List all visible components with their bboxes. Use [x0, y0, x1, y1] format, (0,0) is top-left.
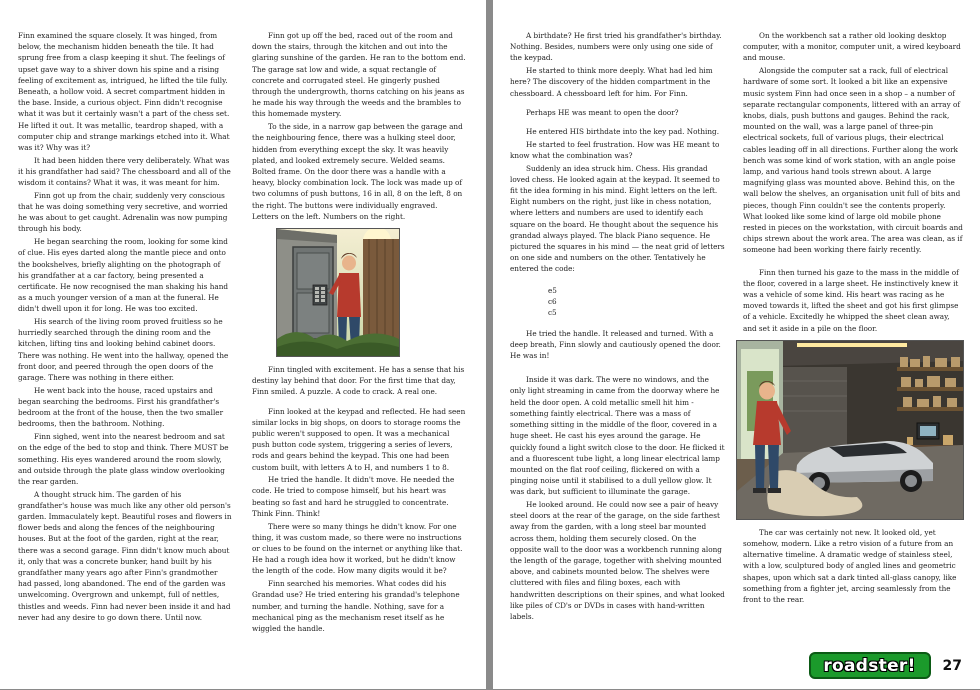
paragraph: He tried the handle. It released and turned. With a deep breath, Finn slowly and cautiously opened the door. He was in!	[510, 328, 721, 361]
paragraph: He looked around. He could now see a pair of heavy steel doors at the rear of the garage, on the side farthest away from the garden, with a long steel bar mounted across them, holding them securely closed. On the opposite wall to the door was a workbench running along the length of the garage, together with shelving mounted above, and cabinets mounted below. The shelves were cluttered with files and filing boxes, each with handwritten descriptions on their spines, and what looked like piles of CD's or DVDs in cases with hand-written labels.	[510, 500, 725, 622]
paragraph: To the side, in a narrow gap between the garage and the neighbouring fence, there was a hulking steel door, hidden from everything except the sky. It was heavily plated, and looked extremely secure. Welded seams. Bolted frame. On the door there was a handle with a heavy, blocky combination lock. The lock was made up of two columns of push buttons, 16 in all, 8 on the left, 8 on the right. The buttons were individually engraved. Letters on the left. Numbers on the right.	[252, 122, 463, 221]
left-page	[0, 0, 486, 689]
paragraph: On the workbench sat a rather old looking desktop computer, with a monitor, computer unit, a wired keyboard and mouse.	[743, 31, 961, 63]
page-footer	[809, 652, 962, 679]
paragraph: He went back into the house, raced upstairs and began searching the bedrooms. First his grandfather's bedroom at the front of the house, then the two smaller bedrooms, then the bathroom. Nothing.	[18, 385, 224, 429]
right-page	[493, 0, 980, 689]
paragraph: Finn sighed, went into the nearest bedroom and sat on the edge of the bed to stop and think. There MUST be something. His eyes wandered around the room slowly, and outside through the plate glass window overlooking the rear garden.	[18, 432, 229, 486]
paragraph: Finn got up off the bed, raced out of the room and down the stairs, through the kitchen and out into the glaring sunshine of the garden. He ran to the bottom end. The garage sat low and wide, a squat rectangle of concrete and corrugated steel. He gingerly pushed through the undergrowth, thorns catching on his jeans as he made his way through the weeds and the brambles to this homemade mystery.	[252, 31, 466, 119]
paragraph: Perhaps HE was meant to open the door?	[526, 107, 679, 117]
paragraph: He entered HIS birthdate into the key pad. Nothing.	[526, 126, 719, 136]
logo-wordmark: roadster!	[823, 655, 916, 676]
paragraph: Alongside the computer sat a rack, full of electrical hardware of some sort. It looked a bit like an expensive music system Finn had once seen in a shop – a number of separate rectangular components, littered with an array of knobs, dials, push buttons and gauges. Behind the rack, mounted on the wall, was a large panel of three-pin electrical sockets, full of various plugs, their electrical cables leading off in all directions. Further along the work bench was some kind of work station, with an angle poise lamp, and various hand tools strewn about. A large magnifying glass was mounted above. Behind this, on the wall below the shelves, an organisation unit full of bits and pieces, though Finn couldn't see the contents properly. What looked like some kind of large old mobile phone rested in pieces on the workstation, with circuit boards and chips strewn about the work area. The area was clean, as if someone had been working there fairly recently.	[743, 66, 963, 255]
garage-car-illustration	[736, 340, 964, 520]
paragraph: His search of the living room proved fruitless so he hurriedly searched through the dining room and the kitchen, lifting tins and looking behind cabinet doors. There was nothing. He went into the hallway, opened the front door, and peered through the open doors of the garage. There was nothing in there either.	[18, 317, 229, 383]
left-column-1	[18, 30, 232, 625]
paragraph: A thought struck him. The garden of his grandfather's house was much like any other old person's garden. Immaculately kept. Beautiful roses and flowers in flower beds and along the fences of the neighbouring houses. But at the foot of the garden, right at the rear, there was a second garage. Finn didn't know much about it, only that was a concrete bunker, hand built by his grandfather many years ago after Finn's grandmother had passed, long abandoned. The end of the garden was unwelcoming. Overgrown and unkempt, full of nettles, thistles and weeds. Finn had never been inside it and had never had any desire to go down there. Until now.	[18, 489, 232, 622]
paragraph: He started to think more deeply. What had led him here? The discovery of the hidden compartment in the chessboard. A chessboard left for him. For Finn.	[510, 66, 713, 98]
chess-move: e5	[548, 286, 557, 296]
paragraph: Inside it was dark. The were no windows, and the only light streaming in came from the doorway where he held the door open. A cold metallic smell hit him - something faintly electrical. There was a mass of something sitting in the middle of the floor, covered in a huge sheet. He cast his eyes around the garage. He quickly found a light switch close to the door. He flicked it and a fluorescent tube light, a long linear electrical lamp mounted on the flat roof ceiling, flickered on with a pinging noise until it stabilised to a dull yellow glow. It was dark, but sufficient to illuminate the garage.	[510, 375, 725, 497]
paragraph: Finn tingled with excitement. He has a sense that his destiny lay behind that door. For the first time that day, Finn smiled. A puzzle. A code to crack. A real one.	[252, 364, 465, 397]
paragraph: Finn examined the square closely. It was hinged, from below, the mechanism hidden beneath the tile. It had sprung free from a clasp keeping it shut. The feelings of upset gave way to a shiver down his spine and a rising feeling of excitement as, intrigued, he lifted the tile fully. Beneath, a hollow void. A secret compartment hidden in the base. Inside, a curious object. Finn didn't recognise what it was but it certainly wasn't a part of the chess set. He lifted it out. It was metallic, teardrop shaped, with a computer chip and strange markings etched into it. What was it? Why was it?	[18, 31, 230, 153]
paragraph: Finn got up from the chair, suddenly very conscious that he was doing something very secretive, and worried he was about to get caught. Adrenalin was now pumping through his body.	[18, 190, 228, 234]
roadster-logo	[809, 652, 931, 679]
paragraph: A birthdate? He first tried his grandfather's birthday. Nothing. Besides, numbers were only using one side of the keypad.	[510, 31, 722, 63]
chess-move: c5	[548, 308, 557, 318]
paragraph: There were so many things he didn't know. For one thing, it was custom made, so there were no instructions or clues to be found on the internet or anything like that. He had a rough idea how it worked, but he didn't know the length of the code. How many digits would it be?	[252, 521, 463, 576]
paragraph: Finn then turned his gaze to the mass in the middle of the floor, covered in a large sheet. He instinctively knew it was a vehicle of some kind. His heart was racing as he moved towards it, lifted the sheet and got his first glimpse of a vehicle. Excitedly he whipped the sheet clean away, and set it aside in a pile on the floor.	[743, 267, 959, 333]
right-column-2	[743, 30, 965, 607]
paragraph: It had been hidden there very deliberately. What was it his grandfather had said? The chessboard and all of the wisdom it contains? What it was, it was meant for him.	[18, 155, 231, 188]
chess-move: c6	[548, 297, 557, 307]
paragraph: He tried the handle. It didn't move. He needed the code. He tried to compose himself, but his heart was beating so fast and hard he struggled to concentrate. Think Finn. Think!	[252, 475, 455, 518]
paragraph: He began searching the room, looking for some kind of clue. His eyes darted along the mantle piece and onto the bookshelves, briefly alighting on the photograph of his grandfather at a car factory, being presented a certificate. He now recognised the man shaking his hand as a much younger version of a man at the funeral. He didn't dwell upon it for long. He was too excited.	[18, 237, 229, 314]
paragraph: Suddenly an idea struck him. Chess. His grandad loved chess. He looked again at the keypad. It seemed to fit the idea forming in his mind. Eight letters on the left. Eight numbers on the right, just like in chess notation, where letters and numbers are used to identify each square on the board. He thought about the sequence his grandad always played. The black Piano sequence. He pictured the squares in his mind — the neat grid of letters on one side and numbers on the other. Tentatively he entered the code:	[510, 163, 725, 274]
page-number: 27	[942, 657, 962, 674]
paragraph: Finn looked at the keypad and reflected. He had seen similar locks in big shops, on doors to storage rooms the public weren't supposed to open. It was a mechanical push button code system, triggering a series of levers, rods and gears behind the keypad. This one had been custom built, with letters A to H, and numbers 1 to 8.	[252, 406, 466, 472]
left-column-2	[252, 30, 466, 636]
steel-door-illustration	[276, 228, 400, 357]
right-column-1	[510, 30, 726, 624]
paragraph: The car was certainly not new. It looked old, yet somehow, modern. Like a retro vision of a future from an alternative timeline. A dramatic wedge of stainless steel, with a low, sculptured body of angled lines and geometric shapes, upon which sat a dark tinted all-glass canopy, like something from a fighter jet, arcing seamlessly from the front to the rear.	[743, 527, 957, 604]
paragraph: Finn searched his memories. What codes did his Grandad use? He tried entering his grandad's telephone number, and turning the handle. Nothing, save for a mechanical ping as the mechanism reset itself as he wiggled the handle.	[252, 579, 460, 633]
paragraph: He started to feel frustration. How was HE meant to know what the combination was?	[510, 139, 720, 160]
